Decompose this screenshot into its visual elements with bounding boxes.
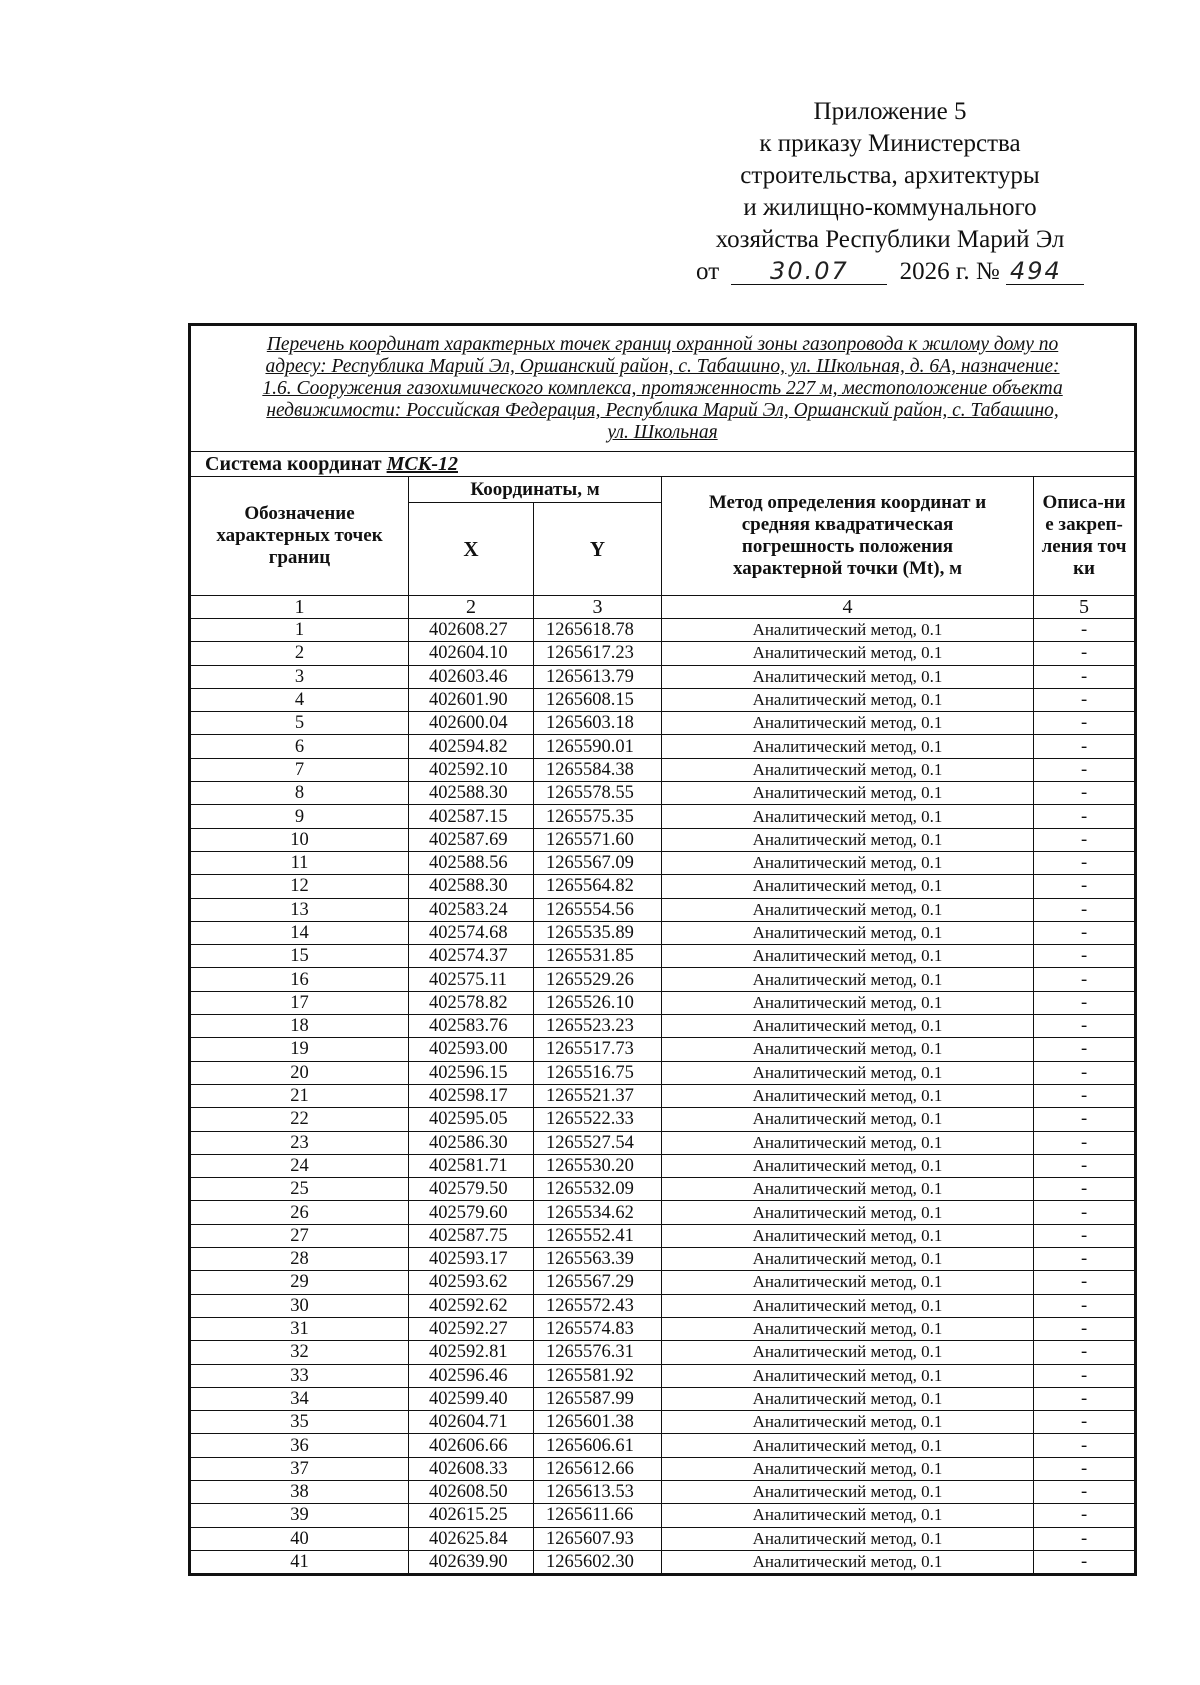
x-coordinate-cell: 402593.17 bbox=[409, 1248, 534, 1271]
point-number-cell: 3 bbox=[191, 665, 409, 688]
point-number-cell: 5 bbox=[191, 712, 409, 735]
x-coordinate-cell: 402586.30 bbox=[409, 1131, 534, 1154]
y-coordinate-cell: 1265581.92 bbox=[534, 1364, 662, 1387]
method-cell: Аналитический метод, 0.1 bbox=[662, 968, 1034, 991]
handwritten-date: 30.07 bbox=[731, 258, 887, 285]
point-number-cell: 24 bbox=[191, 1154, 409, 1177]
point-number-cell: 32 bbox=[191, 1341, 409, 1364]
fixation-description-cell: - bbox=[1034, 1434, 1135, 1457]
fixation-description-cell: - bbox=[1034, 1387, 1135, 1410]
method-cell: Аналитический метод, 0.1 bbox=[662, 991, 1034, 1014]
table-row bbox=[191, 851, 1135, 874]
document-header bbox=[640, 96, 1140, 288]
fixation-description-cell: - bbox=[1034, 782, 1135, 805]
x-coordinate-cell: 402578.82 bbox=[409, 991, 534, 1014]
description-line: 1.6. Сооружения газохимического комплекса, протяженность 227 м, местоположение объекта bbox=[262, 378, 1063, 399]
x-coordinate-cell: 402583.76 bbox=[409, 1015, 534, 1038]
header-point-designation: Обозначение характерных точек границ bbox=[191, 477, 409, 596]
x-coordinate-cell: 402600.04 bbox=[409, 712, 534, 735]
method-cell: Аналитический метод, 0.1 bbox=[662, 782, 1034, 805]
point-number-cell: 15 bbox=[191, 945, 409, 968]
x-coordinate-cell: 402625.84 bbox=[409, 1527, 534, 1550]
fixation-description-cell: - bbox=[1034, 642, 1135, 665]
table-row bbox=[191, 1317, 1135, 1340]
y-coordinate-cell: 1265564.82 bbox=[534, 875, 662, 898]
fixation-description-cell: - bbox=[1034, 688, 1135, 711]
fixation-description-cell: - bbox=[1034, 921, 1135, 944]
fixation-description-cell: - bbox=[1034, 1178, 1135, 1201]
y-coordinate-cell: 1265532.09 bbox=[534, 1178, 662, 1201]
y-coordinate-cell: 1265530.20 bbox=[534, 1154, 662, 1177]
y-coordinate-cell: 1265527.54 bbox=[534, 1131, 662, 1154]
method-cell: Аналитический метод, 0.1 bbox=[662, 1434, 1034, 1457]
table-row bbox=[191, 1178, 1135, 1201]
x-coordinate-cell: 402595.05 bbox=[409, 1108, 534, 1131]
table-row bbox=[191, 1364, 1135, 1387]
y-coordinate-cell: 1265529.26 bbox=[534, 968, 662, 991]
table-row bbox=[191, 1248, 1135, 1271]
column-number: 5 bbox=[1034, 596, 1135, 619]
y-coordinate-cell: 1265572.43 bbox=[534, 1294, 662, 1317]
y-coordinate-cell: 1265575.35 bbox=[534, 805, 662, 828]
fixation-description-cell: - bbox=[1034, 758, 1135, 781]
fixation-description-cell: - bbox=[1034, 712, 1135, 735]
x-coordinate-cell: 402583.24 bbox=[409, 898, 534, 921]
fixation-description-cell: - bbox=[1034, 1201, 1135, 1224]
point-number-cell: 14 bbox=[191, 921, 409, 944]
table-row bbox=[191, 1550, 1135, 1573]
table-row bbox=[191, 735, 1135, 758]
table-row bbox=[191, 898, 1135, 921]
ministry-line-2: и жилищно-коммунального bbox=[743, 194, 1037, 221]
method-cell: Аналитический метод, 0.1 bbox=[662, 665, 1034, 688]
fixation-description-cell: - bbox=[1034, 1248, 1135, 1271]
x-coordinate-cell: 402579.50 bbox=[409, 1178, 534, 1201]
x-coordinate-cell: 402587.15 bbox=[409, 805, 534, 828]
table-row bbox=[191, 1341, 1135, 1364]
table-row bbox=[191, 1038, 1135, 1061]
point-number-cell: 17 bbox=[191, 991, 409, 1014]
method-cell: Аналитический метод, 0.1 bbox=[662, 1015, 1034, 1038]
fixation-description-cell: - bbox=[1034, 735, 1135, 758]
table-row bbox=[191, 1224, 1135, 1247]
table-row bbox=[191, 1411, 1135, 1434]
point-number-cell: 11 bbox=[191, 851, 409, 874]
y-coordinate-cell: 1265517.73 bbox=[534, 1038, 662, 1061]
point-number-cell: 6 bbox=[191, 735, 409, 758]
fixation-description-cell: - bbox=[1034, 1411, 1135, 1434]
x-coordinate-cell: 402588.56 bbox=[409, 851, 534, 874]
x-coordinate-cell: 402592.10 bbox=[409, 758, 534, 781]
point-number-cell: 12 bbox=[191, 875, 409, 898]
y-coordinate-cell: 1265613.79 bbox=[534, 665, 662, 688]
method-cell: Аналитический метод, 0.1 bbox=[662, 945, 1034, 968]
handwritten-order-number: 494 bbox=[1006, 258, 1084, 285]
x-coordinate-cell: 402579.60 bbox=[409, 1201, 534, 1224]
coordinates-table bbox=[190, 325, 1135, 1574]
method-cell: Аналитический метод, 0.1 bbox=[662, 1550, 1034, 1573]
y-coordinate-cell: 1265603.18 bbox=[534, 712, 662, 735]
point-number-cell: 9 bbox=[191, 805, 409, 828]
x-coordinate-cell: 402574.68 bbox=[409, 921, 534, 944]
table-row bbox=[191, 1061, 1135, 1084]
y-coordinate-cell: 1265571.60 bbox=[534, 828, 662, 851]
method-cell: Аналитический метод, 0.1 bbox=[662, 805, 1034, 828]
x-coordinate-cell: 402601.90 bbox=[409, 688, 534, 711]
point-number-cell: 20 bbox=[191, 1061, 409, 1084]
x-coordinate-cell: 402588.30 bbox=[409, 875, 534, 898]
method-cell: Аналитический метод, 0.1 bbox=[662, 1317, 1034, 1340]
method-cell: Аналитический метод, 0.1 bbox=[662, 1504, 1034, 1527]
table-row bbox=[191, 1108, 1135, 1131]
method-cell: Аналитический метод, 0.1 bbox=[662, 1154, 1034, 1177]
table-row bbox=[191, 1015, 1135, 1038]
fixation-description-cell: - bbox=[1034, 828, 1135, 851]
fixation-description-cell: - bbox=[1034, 1131, 1135, 1154]
method-cell: Аналитический метод, 0.1 bbox=[662, 875, 1034, 898]
method-cell: Аналитический метод, 0.1 bbox=[662, 712, 1034, 735]
x-coordinate-cell: 402575.11 bbox=[409, 968, 534, 991]
table-row bbox=[191, 1480, 1135, 1503]
point-number-cell: 34 bbox=[191, 1387, 409, 1410]
y-coordinate-cell: 1265608.15 bbox=[534, 688, 662, 711]
method-cell: Аналитический метод, 0.1 bbox=[662, 1248, 1034, 1271]
y-coordinate-cell: 1265607.93 bbox=[534, 1527, 662, 1550]
x-coordinate-cell: 402574.37 bbox=[409, 945, 534, 968]
point-number-cell: 36 bbox=[191, 1434, 409, 1457]
y-coordinate-cell: 1265584.38 bbox=[534, 758, 662, 781]
method-cell: Аналитический метод, 0.1 bbox=[662, 735, 1034, 758]
table-row bbox=[191, 875, 1135, 898]
point-number-cell: 18 bbox=[191, 1015, 409, 1038]
point-number-cell: 7 bbox=[191, 758, 409, 781]
x-coordinate-cell: 402596.46 bbox=[409, 1364, 534, 1387]
method-cell: Аналитический метод, 0.1 bbox=[662, 1084, 1034, 1107]
fixation-description-cell: - bbox=[1034, 1457, 1135, 1480]
fixation-description-cell: - bbox=[1034, 991, 1135, 1014]
x-coordinate-cell: 402603.46 bbox=[409, 665, 534, 688]
method-cell: Аналитический метод, 0.1 bbox=[662, 1341, 1034, 1364]
point-number-cell: 10 bbox=[191, 828, 409, 851]
method-cell: Аналитический метод, 0.1 bbox=[662, 619, 1034, 642]
fixation-description-cell: - bbox=[1034, 619, 1135, 642]
column-number: 2 bbox=[409, 596, 534, 619]
point-number-cell: 4 bbox=[191, 688, 409, 711]
order-date-line bbox=[640, 256, 1140, 288]
method-cell: Аналитический метод, 0.1 bbox=[662, 898, 1034, 921]
table-row bbox=[191, 1084, 1135, 1107]
fixation-description-cell: - bbox=[1034, 1061, 1135, 1084]
y-coordinate-cell: 1265523.23 bbox=[534, 1015, 662, 1038]
table-row bbox=[191, 991, 1135, 1014]
method-cell: Аналитический метод, 0.1 bbox=[662, 1178, 1034, 1201]
x-coordinate-cell: 402593.00 bbox=[409, 1038, 534, 1061]
point-number-cell: 19 bbox=[191, 1038, 409, 1061]
appendix-title: Приложение 5 bbox=[813, 98, 967, 125]
y-coordinate-cell: 1265576.31 bbox=[534, 1341, 662, 1364]
y-coordinate-cell: 1265617.23 bbox=[534, 642, 662, 665]
point-number-cell: 16 bbox=[191, 968, 409, 991]
table-row bbox=[191, 712, 1135, 735]
table-description bbox=[191, 326, 1135, 452]
point-number-cell: 27 bbox=[191, 1224, 409, 1247]
table-row bbox=[191, 688, 1135, 711]
fixation-description-cell: - bbox=[1034, 1504, 1135, 1527]
coordinate-system-label: Система координат bbox=[205, 453, 382, 475]
order-line: к приказу Министерства bbox=[759, 130, 1021, 157]
method-cell: Аналитический метод, 0.1 bbox=[662, 758, 1034, 781]
method-cell: Аналитический метод, 0.1 bbox=[662, 1527, 1034, 1550]
y-coordinate-cell: 1265590.01 bbox=[534, 735, 662, 758]
method-cell: Аналитический метод, 0.1 bbox=[662, 1038, 1034, 1061]
x-coordinate-cell: 402604.71 bbox=[409, 1411, 534, 1434]
table-row bbox=[191, 1131, 1135, 1154]
y-coordinate-cell: 1265602.30 bbox=[534, 1550, 662, 1573]
y-coordinate-cell: 1265554.56 bbox=[534, 898, 662, 921]
table-row bbox=[191, 921, 1135, 944]
y-coordinate-cell: 1265618.78 bbox=[534, 619, 662, 642]
point-number-cell: 8 bbox=[191, 782, 409, 805]
point-number-cell: 22 bbox=[191, 1108, 409, 1131]
fixation-description-cell: - bbox=[1034, 945, 1135, 968]
fixation-description-cell: - bbox=[1034, 1364, 1135, 1387]
fixation-description-cell: - bbox=[1034, 875, 1135, 898]
y-coordinate-cell: 1265567.09 bbox=[534, 851, 662, 874]
method-cell: Аналитический метод, 0.1 bbox=[662, 1364, 1034, 1387]
x-coordinate-cell: 402581.71 bbox=[409, 1154, 534, 1177]
x-coordinate-cell: 402594.82 bbox=[409, 735, 534, 758]
coordinate-system bbox=[191, 452, 1135, 477]
table-row bbox=[191, 665, 1135, 688]
y-coordinate-cell: 1265526.10 bbox=[534, 991, 662, 1014]
table-row bbox=[191, 1271, 1135, 1294]
description-line: ул. Школьная bbox=[607, 422, 718, 443]
point-number-cell: 35 bbox=[191, 1411, 409, 1434]
fixation-description-cell: - bbox=[1034, 898, 1135, 921]
table-row bbox=[191, 828, 1135, 851]
point-number-cell: 40 bbox=[191, 1527, 409, 1550]
table-row bbox=[191, 1504, 1135, 1527]
table-row bbox=[191, 805, 1135, 828]
x-coordinate-cell: 402608.27 bbox=[409, 619, 534, 642]
y-coordinate-cell: 1265534.62 bbox=[534, 1201, 662, 1224]
y-coordinate-cell: 1265578.55 bbox=[534, 782, 662, 805]
table-row bbox=[191, 1434, 1135, 1457]
y-coordinate-cell: 1265611.66 bbox=[534, 1504, 662, 1527]
fixation-description-cell: - bbox=[1034, 1550, 1135, 1573]
point-number-cell: 21 bbox=[191, 1084, 409, 1107]
ministry-line-3: хозяйства Республики Марий Эл bbox=[715, 226, 1065, 253]
description-line: адресу: Республика Марий Эл, Оршанский район, с. Табашино, ул. Школьная, д. 6А, назначение: bbox=[265, 356, 1060, 377]
y-coordinate-cell: 1265587.99 bbox=[534, 1387, 662, 1410]
point-number-cell: 38 bbox=[191, 1480, 409, 1503]
header-x: X bbox=[409, 503, 534, 596]
fixation-description-cell: - bbox=[1034, 851, 1135, 874]
table-row bbox=[191, 1201, 1135, 1224]
y-coordinate-cell: 1265613.53 bbox=[534, 1480, 662, 1503]
method-cell: Аналитический метод, 0.1 bbox=[662, 1387, 1034, 1410]
x-coordinate-cell: 402588.30 bbox=[409, 782, 534, 805]
point-number-cell: 41 bbox=[191, 1550, 409, 1573]
y-coordinate-cell: 1265574.83 bbox=[534, 1317, 662, 1340]
x-coordinate-cell: 402592.62 bbox=[409, 1294, 534, 1317]
header-description: Описа-ние закреп-ления точки bbox=[1034, 477, 1135, 596]
year-label: 2026 г. № bbox=[899, 258, 1000, 285]
x-coordinate-cell: 402587.75 bbox=[409, 1224, 534, 1247]
table-row bbox=[191, 945, 1135, 968]
method-cell: Аналитический метод, 0.1 bbox=[662, 1131, 1034, 1154]
method-cell: Аналитический метод, 0.1 bbox=[662, 642, 1034, 665]
table-row bbox=[191, 1457, 1135, 1480]
fixation-description-cell: - bbox=[1034, 1271, 1135, 1294]
table-row bbox=[191, 1387, 1135, 1410]
table-row bbox=[191, 782, 1135, 805]
x-coordinate-cell: 402593.62 bbox=[409, 1271, 534, 1294]
fixation-description-cell: - bbox=[1034, 1480, 1135, 1503]
header-method: Метод определения координат и средняя квадратическая погрешность положения характерной точки (Mt), м bbox=[662, 477, 1034, 596]
point-number-cell: 2 bbox=[191, 642, 409, 665]
x-coordinate-cell: 402608.33 bbox=[409, 1457, 534, 1480]
method-cell: Аналитический метод, 0.1 bbox=[662, 1201, 1034, 1224]
table-row bbox=[191, 1154, 1135, 1177]
method-cell: Аналитический метод, 0.1 bbox=[662, 1224, 1034, 1247]
fixation-description-cell: - bbox=[1034, 1084, 1135, 1107]
description-line: Перечень координат характерных точек границ охранной зоны газопровода к жилому дому по bbox=[266, 334, 1059, 355]
y-coordinate-cell: 1265552.41 bbox=[534, 1224, 662, 1247]
point-number-cell: 23 bbox=[191, 1131, 409, 1154]
fixation-description-cell: - bbox=[1034, 665, 1135, 688]
x-coordinate-cell: 402599.40 bbox=[409, 1387, 534, 1410]
fixation-description-cell: - bbox=[1034, 1154, 1135, 1177]
method-cell: Аналитический метод, 0.1 bbox=[662, 1294, 1034, 1317]
fixation-description-cell: - bbox=[1034, 1015, 1135, 1038]
description-line: недвижимости: Российская Федерация, Республика Марий Эл, Оршанский район, с. Табашино, bbox=[266, 400, 1059, 421]
point-number-cell: 29 bbox=[191, 1271, 409, 1294]
header-coordinates: Координаты, м bbox=[409, 477, 662, 503]
y-coordinate-cell: 1265612.66 bbox=[534, 1457, 662, 1480]
column-numbers-row bbox=[191, 596, 1135, 619]
x-coordinate-cell: 402604.10 bbox=[409, 642, 534, 665]
method-cell: Аналитический метод, 0.1 bbox=[662, 921, 1034, 944]
y-coordinate-cell: 1265535.89 bbox=[534, 921, 662, 944]
point-number-cell: 25 bbox=[191, 1178, 409, 1201]
point-number-cell: 39 bbox=[191, 1504, 409, 1527]
x-coordinate-cell: 402598.17 bbox=[409, 1084, 534, 1107]
fixation-description-cell: - bbox=[1034, 1108, 1135, 1131]
x-coordinate-cell: 402606.66 bbox=[409, 1434, 534, 1457]
coordinate-system-value: МСК-12 bbox=[386, 453, 458, 475]
fixation-description-cell: - bbox=[1034, 1317, 1135, 1340]
x-coordinate-cell: 402592.27 bbox=[409, 1317, 534, 1340]
ministry-line-1: строительства, архитектуры bbox=[740, 162, 1040, 189]
y-coordinate-cell: 1265563.39 bbox=[534, 1248, 662, 1271]
column-number: 4 bbox=[662, 596, 1034, 619]
method-cell: Аналитический метод, 0.1 bbox=[662, 1108, 1034, 1131]
column-number: 1 bbox=[191, 596, 409, 619]
point-number-cell: 30 bbox=[191, 1294, 409, 1317]
method-cell: Аналитический метод, 0.1 bbox=[662, 1061, 1034, 1084]
method-cell: Аналитический метод, 0.1 bbox=[662, 1480, 1034, 1503]
point-number-cell: 31 bbox=[191, 1317, 409, 1340]
fixation-description-cell: - bbox=[1034, 1294, 1135, 1317]
method-cell: Аналитический метод, 0.1 bbox=[662, 1411, 1034, 1434]
column-number: 3 bbox=[534, 596, 662, 619]
y-coordinate-cell: 1265606.61 bbox=[534, 1434, 662, 1457]
date-prefix: от bbox=[696, 258, 720, 285]
point-number-cell: 13 bbox=[191, 898, 409, 921]
y-coordinate-cell: 1265567.29 bbox=[534, 1271, 662, 1294]
point-number-cell: 37 bbox=[191, 1457, 409, 1480]
header-y: Y bbox=[534, 503, 662, 596]
fixation-description-cell: - bbox=[1034, 1527, 1135, 1550]
x-coordinate-cell: 402596.15 bbox=[409, 1061, 534, 1084]
table-row bbox=[191, 642, 1135, 665]
table-row bbox=[191, 758, 1135, 781]
point-number-cell: 1 bbox=[191, 619, 409, 642]
y-coordinate-cell: 1265601.38 bbox=[534, 1411, 662, 1434]
method-cell: Аналитический метод, 0.1 bbox=[662, 688, 1034, 711]
point-number-cell: 28 bbox=[191, 1248, 409, 1271]
x-coordinate-cell: 402587.69 bbox=[409, 828, 534, 851]
point-number-cell: 26 bbox=[191, 1201, 409, 1224]
table-row bbox=[191, 1527, 1135, 1550]
x-coordinate-cell: 402639.90 bbox=[409, 1550, 534, 1573]
point-number-cell: 33 bbox=[191, 1364, 409, 1387]
x-coordinate-cell: 402592.81 bbox=[409, 1341, 534, 1364]
fixation-description-cell: - bbox=[1034, 1341, 1135, 1364]
y-coordinate-cell: 1265522.33 bbox=[534, 1108, 662, 1131]
table-row bbox=[191, 1294, 1135, 1317]
table-row bbox=[191, 619, 1135, 642]
fixation-description-cell: - bbox=[1034, 1224, 1135, 1247]
y-coordinate-cell: 1265521.37 bbox=[534, 1084, 662, 1107]
y-coordinate-cell: 1265516.75 bbox=[534, 1061, 662, 1084]
method-cell: Аналитический метод, 0.1 bbox=[662, 1271, 1034, 1294]
x-coordinate-cell: 402615.25 bbox=[409, 1504, 534, 1527]
fixation-description-cell: - bbox=[1034, 805, 1135, 828]
fixation-description-cell: - bbox=[1034, 968, 1135, 991]
method-cell: Аналитический метод, 0.1 bbox=[662, 851, 1034, 874]
y-coordinate-cell: 1265531.85 bbox=[534, 945, 662, 968]
method-cell: Аналитический метод, 0.1 bbox=[662, 1457, 1034, 1480]
method-cell: Аналитический метод, 0.1 bbox=[662, 828, 1034, 851]
fixation-description-cell: - bbox=[1034, 1038, 1135, 1061]
x-coordinate-cell: 402608.50 bbox=[409, 1480, 534, 1503]
table-row bbox=[191, 968, 1135, 991]
